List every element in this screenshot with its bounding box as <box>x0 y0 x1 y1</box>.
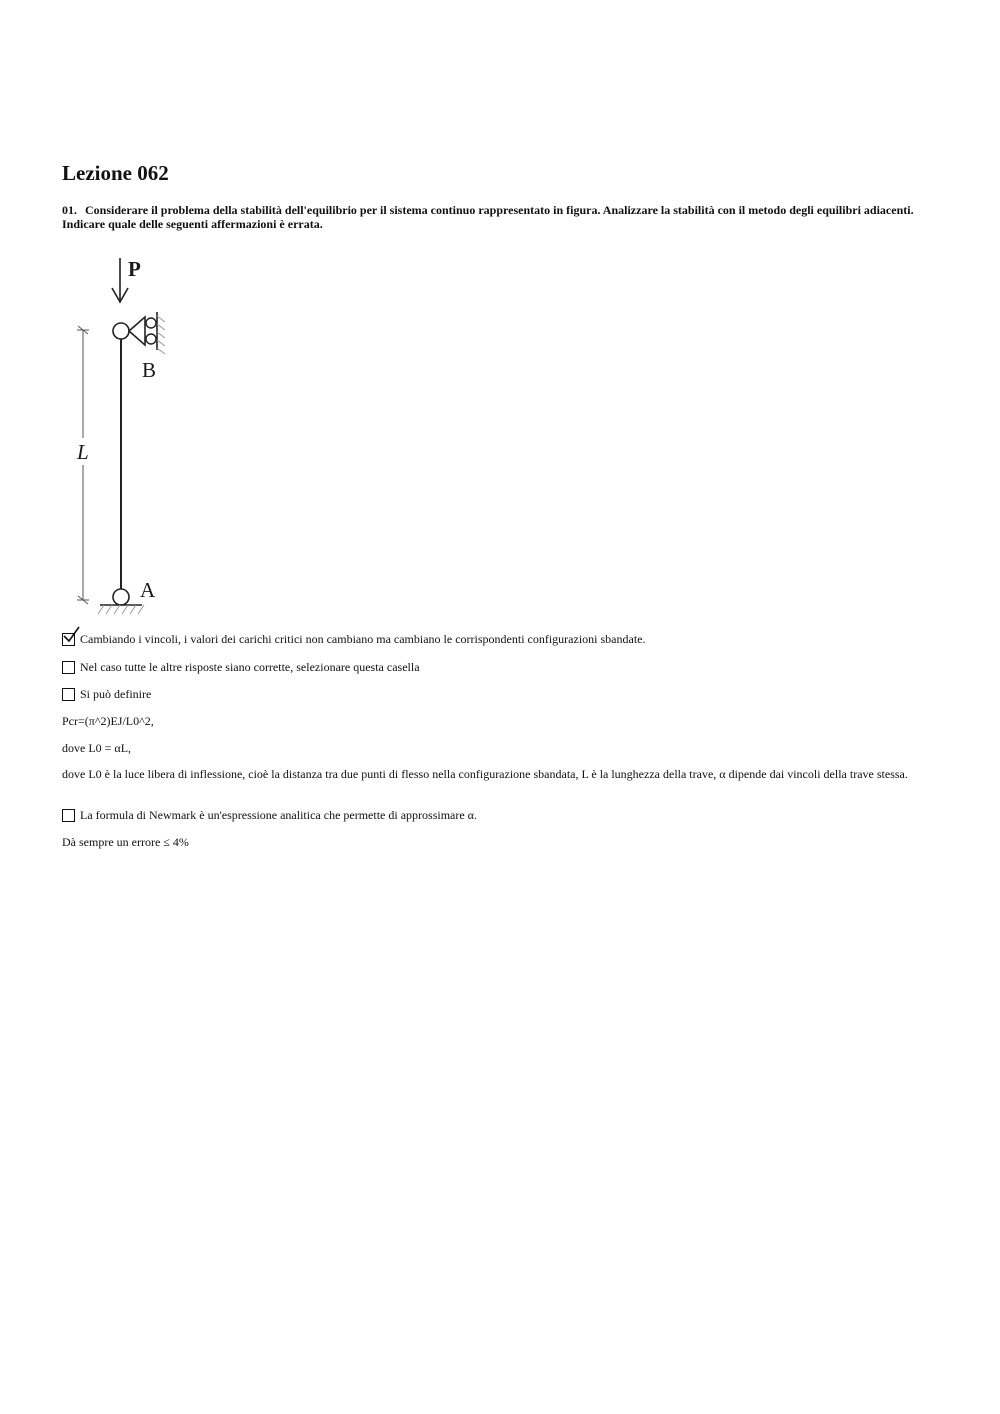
question-text <box>62 203 932 231</box>
top-roller-2 <box>146 334 156 344</box>
option-3-explanation: dove L0 è la luce libera di inflessione, cioè la distanza tra due punti di flesso nella configurazione sbandata, L è la lunghezza della trave, α dipende dai vincoli della trave stessa. <box>62 767 908 781</box>
option-4-note: Dà sempre un errore ≤ 4% <box>62 835 189 849</box>
option-4-checkbox[interactable] <box>62 809 75 822</box>
beam-diagram <box>60 250 190 620</box>
ground-hatch <box>98 605 144 614</box>
top-support-label: B <box>142 358 157 382</box>
question-body: Considerare il problema della stabilità dell'equilibrio per il sistema continuo rappresentato in figura. Analizzare la stabilità con il metodo degli equilibri adiacenti. Indicare quale delle seguenti affermazioni è errata. <box>62 203 914 231</box>
option-4-label: La formula di Newmark è un'espressione analitica che permette di approssimare α. <box>80 808 477 822</box>
option-4[interactable] <box>62 808 932 822</box>
option-3-formula: Pcr=(π^2)EJ/L0^2, <box>62 714 154 728</box>
option-1[interactable] <box>62 632 932 646</box>
top-support-triangle <box>129 317 145 345</box>
top-hinge <box>113 323 129 339</box>
top-roller-1 <box>146 318 156 328</box>
option-2[interactable] <box>62 660 932 674</box>
bottom-hinge <box>113 589 129 605</box>
option-1-checkbox[interactable] <box>62 633 75 646</box>
option-3-label: Si può definire <box>80 687 152 701</box>
lesson-title: Lezione 062 <box>62 161 169 185</box>
check-icon <box>62 626 82 646</box>
bottom-support-label: A <box>140 578 156 602</box>
option-3[interactable] <box>62 687 932 701</box>
load-label: P <box>128 257 141 281</box>
top-wall-hatch <box>157 316 165 354</box>
option-3-definition: dove L0 = αL, <box>62 741 132 755</box>
option-2-checkbox[interactable] <box>62 661 75 674</box>
option-3-checkbox[interactable] <box>62 688 75 701</box>
beam-figure <box>60 250 190 620</box>
option-2-label: Nel caso tutte le altre risposte siano corrette, selezionare questa casella <box>80 660 420 674</box>
question-number: 01. <box>62 203 77 217</box>
option-1-label: Cambiando i vincoli, i valori dei carichi critici non cambiano ma cambiano le corrispondenti configurazioni sbandate. <box>80 632 646 646</box>
length-label: L <box>77 440 89 464</box>
